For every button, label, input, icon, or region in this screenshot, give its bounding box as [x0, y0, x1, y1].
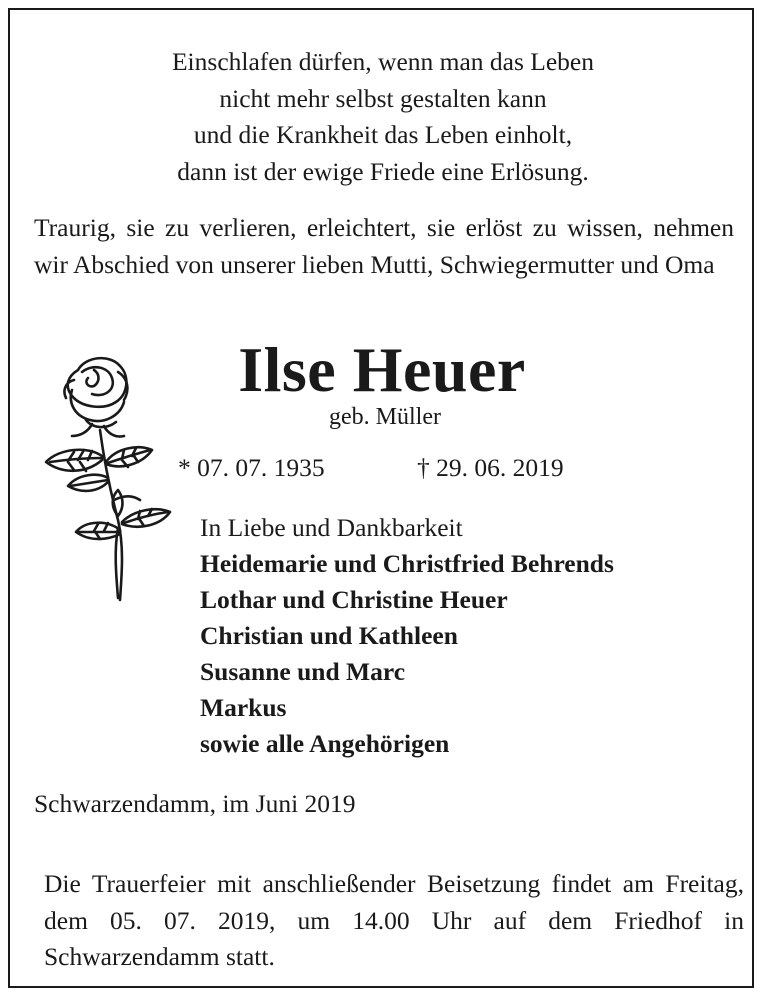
funeral-announcement: Die Trauerfeier mit anschließender Beisetzung findet am Freitag, dem 05. 07. 2019, um 14.00 Uhr auf dem Friedhof in Schwarzendamm statt. — [44, 869, 744, 971]
mourners-lead: In Liebe und Dankbarkeit — [200, 513, 463, 542]
birth-date: * 07. 07. 1935 — [178, 453, 325, 482]
poem-line: nicht mehr selbst gestalten kann — [219, 83, 547, 113]
life-dates — [178, 452, 564, 484]
mourner-name: Markus — [200, 693, 287, 722]
poem — [10, 44, 756, 190]
intro-text: Traurig, sie zu verlieren, erleichtert, sie erlöst zu wissen, nehmen wir Abschied von unserer lieben Mutti, Schwiegermutter und Oma — [34, 213, 734, 279]
mourner-name: Christian und Kathleen — [200, 621, 458, 650]
mourner-name: Heidemarie und Christfried Behrends — [200, 549, 614, 578]
poem-line: Einschlafen dürfen, wenn man das Leben — [171, 47, 594, 76]
birth-name: geb. Müller — [329, 404, 441, 430]
rose-icon — [38, 350, 178, 606]
deceased-name: Ilse Heuer — [238, 334, 526, 405]
mourner-name: Susanne und Marc — [200, 657, 406, 686]
place-and-date: Schwarzendamm, im Juni 2019 — [34, 789, 356, 818]
mourners-block — [200, 510, 614, 762]
mourner-name: sowie alle Angehörigen — [200, 729, 450, 758]
mourner-name: Lothar und Christine Heuer — [200, 585, 508, 614]
poem-line: und die Krankheit das Leben einholt, — [193, 120, 573, 149]
poem-line: dann ist der ewige Friede eine Erlösung. — [177, 156, 589, 186]
death-date: † 29. 06. 2019 — [417, 453, 564, 482]
